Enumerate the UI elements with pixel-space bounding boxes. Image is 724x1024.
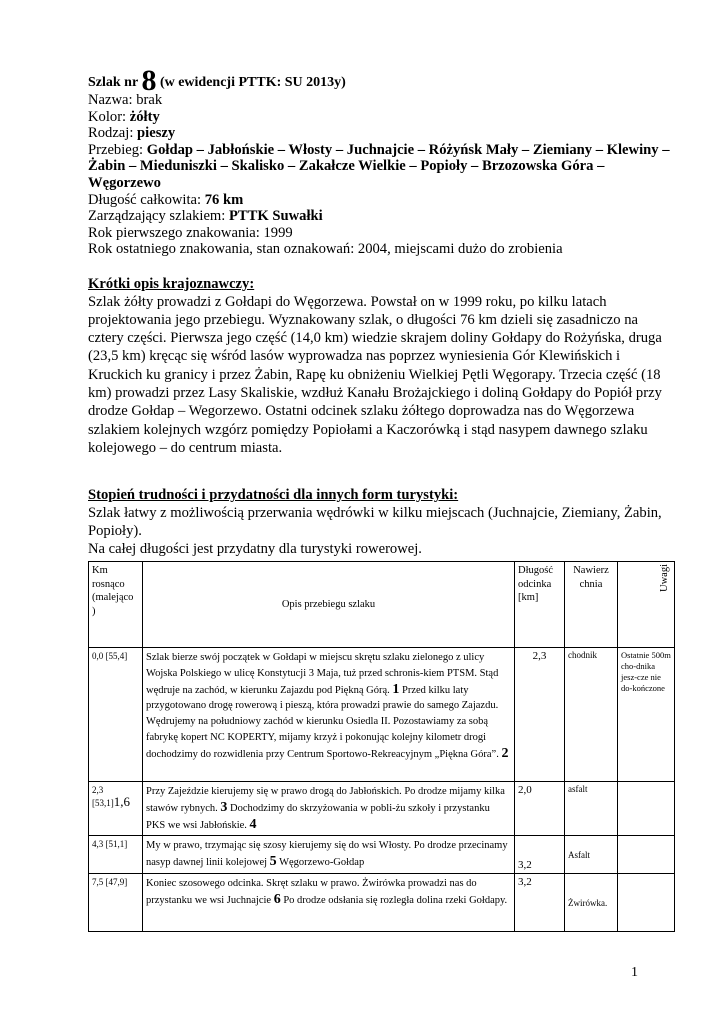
row-km: 7,5 [47,9] — [89, 874, 143, 932]
km-value: 2,3 [53,1] — [92, 785, 114, 808]
row-nawierzchnia: Żwirówka. — [565, 874, 618, 932]
rok-ostatniego-line: Rok ostatniego znakowania, stan oznakowań: 2004, miejscami dużo do zrobienia — [88, 241, 563, 258]
header-nawierzchnia: Nawierz chnia — [565, 562, 618, 648]
row-nawierzchnia: Asfalt — [565, 836, 618, 874]
row-description — [143, 782, 515, 836]
zarzadzajacy-line — [88, 208, 673, 225]
title-suffix: (w ewidencji PTTK: SU 2013y) — [156, 75, 346, 90]
stopien-heading: Stopień trudności i przydatności dla innych form turystyki: — [88, 487, 459, 504]
header-uwagi: Uwagi — [658, 564, 670, 592]
stopien-text-1: Szlak łatwy z możliwością przerwania wędrówki w kilku miejscach (Juchnajcie, Ziemiany, Żabin, Popioły). — [88, 504, 662, 540]
header-opis: Opis przebiegu szlaku — [143, 562, 515, 648]
row-uwagi — [618, 836, 675, 874]
row-km: 4,3 [51,1] — [89, 836, 143, 874]
header-dlugosc: Długość odcinka [km] — [515, 562, 565, 648]
point-number: 5 — [269, 854, 277, 870]
table-row — [89, 782, 675, 836]
kolor-label: Kolor: — [88, 108, 130, 125]
desc-part: Przed kilku laty przygotowano drogę rowerową i pieszą, która prowadzi prawie do samego Zajazdu. Wędrujemy na południowy zachód w kierunku Osiedla II. Pozostawiamy za sobą fabrykę kopert NC KOPERTY, mijamy krzyż i pokonując kolejny kilometr drogi dochodzimy do rozwidlenia przy Centrum Sportowo-Rekreacyjnym „Piękna Góra”. — [146, 684, 502, 760]
desc-part: Po drodze odsłania się rozległa dolina rzeki Gołdapy. — [280, 895, 508, 907]
opis-text: Szlak żółty prowadzi z Gołdapi do Węgorzewa. Powstał on w 1999 roku, po kilku latach projektowania jego przebiegu. Wyznakowany szlak, o długości 76 km dzieli się zasadniczo na cztery części. Pierwsza jego część (14,0 km) wiedzie skrajem doliny Gołdapy do Rożyńska, druga (23,5 km) kręcąc się wśród lasów wyprowadza nas poprzez wyniesienia Gór Klewińskich i Kruckich ku granicy i przez Żabin, Rapę ku obniżeniu Wielkiej Pętli Węgorapy. Trzecia część (18 km) prowadzi przez Lasy Skaliskie, wzdłuż Kanału Brożajckiego i doliną Gołdapy do Popiół przy drodze Gołdap – Wegorzewo. Ostatni odcinek szlaku żółtego doprowadza nas do Węgorzewa szlakiem kolejnych wzgórz pomiędzy Popiołami a Kaczorówką i stąd nasypem dawnego szlaku kolejowego – do centrum miasta. — [88, 293, 662, 456]
route-table — [88, 561, 675, 932]
row-dlugosc: 2,3 — [515, 648, 565, 782]
table-row — [89, 648, 675, 782]
row-dlugosc: 3,2 — [515, 874, 565, 932]
kolor-value: żółty — [129, 108, 160, 125]
row-km: 0,0 [55,4] — [89, 648, 143, 782]
trail-number: 8 — [141, 64, 157, 97]
nazwa-label: Nazwa: — [88, 92, 137, 108]
row-uwagi: Ostatnie 500m cho-dnika jesz-cze nie do-kończone — [618, 648, 675, 782]
rodzaj-line — [88, 125, 673, 142]
desc-part: Dochodzimy do skrzyżowania w pobli-żu szkoły i przystanku PKS we wsi Jabłońskie. — [146, 802, 490, 831]
point-number: 1 — [392, 681, 400, 697]
trail-title — [88, 64, 673, 97]
row-description — [143, 648, 515, 782]
row-nawierzchnia: asfalt — [565, 782, 618, 836]
desc-part: Koniec szosowego odcinka. Skręt szlaku w prawo. Żwirówka prowadzi nas do przystanku we wsi Juchnajcie — [146, 878, 477, 907]
document-body — [88, 64, 673, 559]
header-uwagi-cell — [618, 562, 675, 648]
point-number: 3 — [220, 799, 228, 815]
row-nawierzchnia: chodnik — [565, 648, 618, 782]
rodzaj-label: Rodzaj: — [88, 125, 138, 142]
rodzaj-value: pieszy — [137, 125, 176, 142]
desc-part: My w prawo, trzymając się szosy kierujemy się do wsi Włosty. Po drodze przecinamy nasyp dawnej linii kolejowej — [146, 840, 508, 869]
przebieg-label: Przebieg: — [88, 141, 147, 158]
km-extra: 1,6 — [113, 794, 130, 809]
zarzadzajacy-label: Zarządzający szlakiem: — [88, 208, 229, 225]
opis-heading: Krótki opis krajoznawczy: — [88, 275, 255, 292]
desc-part: Przy Zajeździe kierujemy się w prawo drogą do Jabłońskich. Po drodze mijamy kilka stawów rybnych. — [146, 786, 505, 814]
point-number: 6 — [273, 892, 281, 908]
kolor-line — [88, 109, 673, 126]
dlugosc-value: 76 km — [204, 191, 244, 208]
przebieg-value: Gołdap – Jabłońskie – Włosty – Juchnajcie – Różyńsk Mały – Ziemiany – Klewiny – Żabin – Mieduniszki – Skalisko – Zakałcze Wielkie – Popioły – Brzozowska Góra – Węgorzewo — [88, 141, 670, 191]
page-number: 1 — [631, 965, 638, 980]
table-row — [89, 874, 675, 932]
nazwa-line — [88, 92, 673, 109]
table-header-row — [89, 562, 675, 648]
stopien-text-2: Na całej długości jest przydatny dla turystyki rowerowej. — [88, 541, 422, 558]
point-number: 2 — [501, 745, 509, 761]
row-description — [143, 836, 515, 874]
desc-part: Węgorzewo-Gołdap — [276, 857, 365, 869]
rok-pierwszego-line: Rok pierwszego znakowania: 1999 — [88, 224, 293, 241]
row-uwagi — [618, 782, 675, 836]
nazwa-value: brak — [136, 92, 163, 108]
row-dlugosc: 2,0 — [515, 782, 565, 836]
dlugosc-line — [88, 192, 673, 209]
header-km: Km rosnąco (malejąco ) — [89, 562, 143, 648]
row-km — [89, 782, 143, 836]
row-uwagi — [618, 874, 675, 932]
desc-part: Szlak bierze swój początek w Gołdapi w miejscu skrętu szlaku zielonego z ulicy Wojska Polskiego w ulicę Konstytucji 3 Maja, tuż przed schronis-kiem PTSM. Stąd wędruje na zachód, w kierunku Zajazdu pod Piękną Górą. — [146, 652, 499, 696]
title-prefix: Szlak nr — [88, 75, 142, 90]
row-description — [143, 874, 515, 932]
point-number: 4 — [249, 816, 257, 832]
zarzadzajacy-value: PTTK Suwałki — [229, 208, 323, 225]
table-row — [89, 836, 675, 874]
row-dlugosc: 3,2 — [515, 836, 565, 874]
przebieg-line — [88, 142, 673, 192]
dlugosc-label: Długość całkowita: — [88, 191, 205, 208]
